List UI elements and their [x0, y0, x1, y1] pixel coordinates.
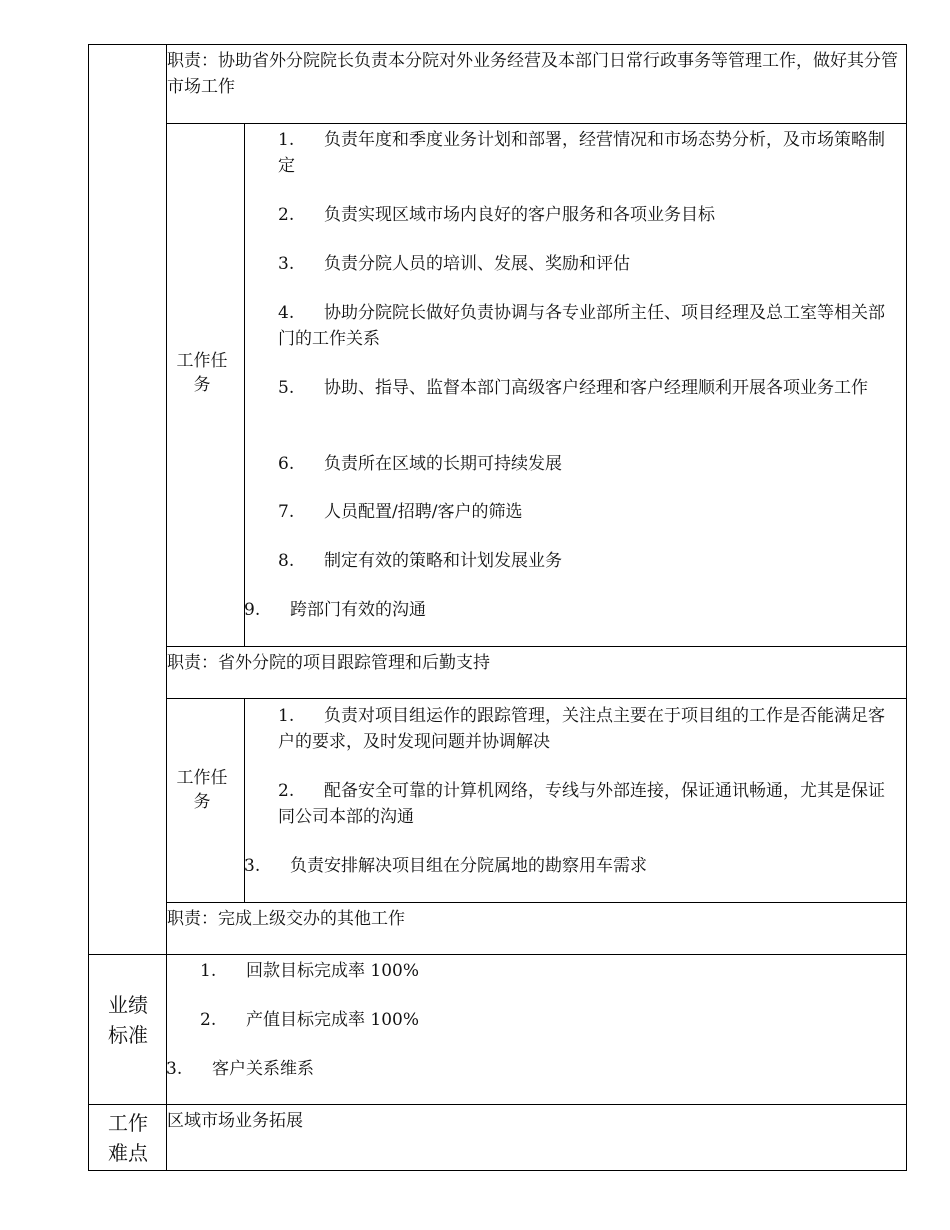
table-border-bottom: [88, 1170, 907, 1171]
list-item-number: 2.: [278, 205, 295, 225]
list-item-number: 6.: [278, 454, 295, 474]
list-item: [200, 1007, 419, 1033]
list-item: [244, 597, 426, 623]
list-item: [278, 202, 715, 228]
list-item: [278, 548, 562, 574]
duty-text: 职责：协助省外分院院长负责本分院对外业务经营及本部门日常行政事务等管理工作，做好其分管市场工作: [167, 51, 898, 97]
difficulty-text: 区域市场业务拓展: [167, 1111, 303, 1131]
list-item: [278, 300, 888, 352]
list-item-number: 3.: [244, 856, 261, 876]
duty-text: 职责：完成上级交办的其他工作: [167, 909, 405, 929]
row-divider: [166, 902, 907, 903]
list-item-text: 负责分院人员的培训、发展、奖励和评估: [324, 254, 630, 274]
list-item-text: 负责所在区域的长期可持续发展: [324, 454, 562, 474]
list-item-number: 5.: [278, 378, 295, 398]
list-item-text: 回款目标完成率 100%: [246, 961, 420, 981]
list-item-text: 客户关系维系: [212, 1059, 314, 1079]
table-border-top: [88, 44, 907, 45]
row-divider: [88, 954, 907, 955]
list-item: [278, 778, 888, 830]
list-item-number: 8.: [278, 551, 295, 571]
list-item-text: 负责对项目组运作的跟踪管理，关注点主要在于项目组的工作是否能满足客户的要求，及时发现问题并协调解决: [278, 706, 885, 752]
duty-text: 职责：省外分院的项目跟踪管理和后勤支持: [167, 653, 490, 673]
list-item-text: 协助分院院长做好负责协调与各专业部所主任、项目经理及总工室等相关部门的工作关系: [278, 303, 885, 349]
row-divider: [166, 698, 907, 699]
list-item: [200, 958, 419, 984]
list-item-text: 协助、指导、监督本部门高级客户经理和客户经理顺利开展各项业务工作: [324, 378, 868, 398]
list-item-text: 负责实现区域市场内良好的客户服务和各项业务目标: [324, 205, 715, 225]
table-border-right: [906, 44, 907, 1171]
list-item-number: 1.: [278, 130, 295, 150]
column-divider: [244, 123, 245, 647]
list-item: [278, 499, 522, 525]
list-item-text: 负责安排解决项目组在分院属地的勘察用车需求: [290, 856, 647, 876]
list-item-number: 2.: [278, 781, 295, 801]
list-item-number: 3.: [278, 254, 295, 274]
list-item: [278, 251, 630, 277]
list-item-number: 9.: [244, 600, 261, 620]
list-item-number: 4.: [278, 303, 295, 323]
list-item-text: 负责年度和季度业务计划和部署，经营情况和市场态势分析，及市场策略制定: [278, 130, 885, 176]
difficulty-label: 工作难点: [108, 1111, 148, 1165]
list-item: [166, 1056, 314, 1082]
list-item: [278, 127, 888, 179]
list-item-text: 产值目标完成率 100%: [246, 1010, 420, 1030]
row-divider: [166, 646, 907, 647]
list-item-number: 1.: [200, 961, 217, 981]
row-divider: [166, 123, 907, 124]
list-item: [278, 451, 562, 477]
task-label: 工作任务: [176, 351, 228, 395]
list-item: [244, 853, 647, 879]
row-divider: [88, 1104, 907, 1105]
list-item-number: 2.: [200, 1010, 217, 1030]
list-item-text: 跨部门有效的沟通: [290, 600, 426, 620]
list-item-text: 人员配置/招聘/客户的筛选: [324, 502, 523, 522]
column-divider: [166, 44, 167, 1171]
performance-label: 业绩标准: [108, 993, 148, 1047]
list-item-number: 1.: [278, 706, 295, 726]
task-label: 工作任务: [176, 768, 228, 812]
list-item: [278, 375, 888, 401]
list-item: [278, 703, 888, 755]
list-item-text: 配备安全可靠的计算机网络，专线与外部连接，保证通讯畅通，尤其是保证同公司本部的沟通: [278, 781, 885, 827]
list-item-number: 7.: [278, 502, 295, 522]
table-border-left: [88, 44, 89, 1171]
list-item-number: 3.: [166, 1059, 183, 1079]
list-item-text: 制定有效的策略和计划发展业务: [324, 551, 562, 571]
